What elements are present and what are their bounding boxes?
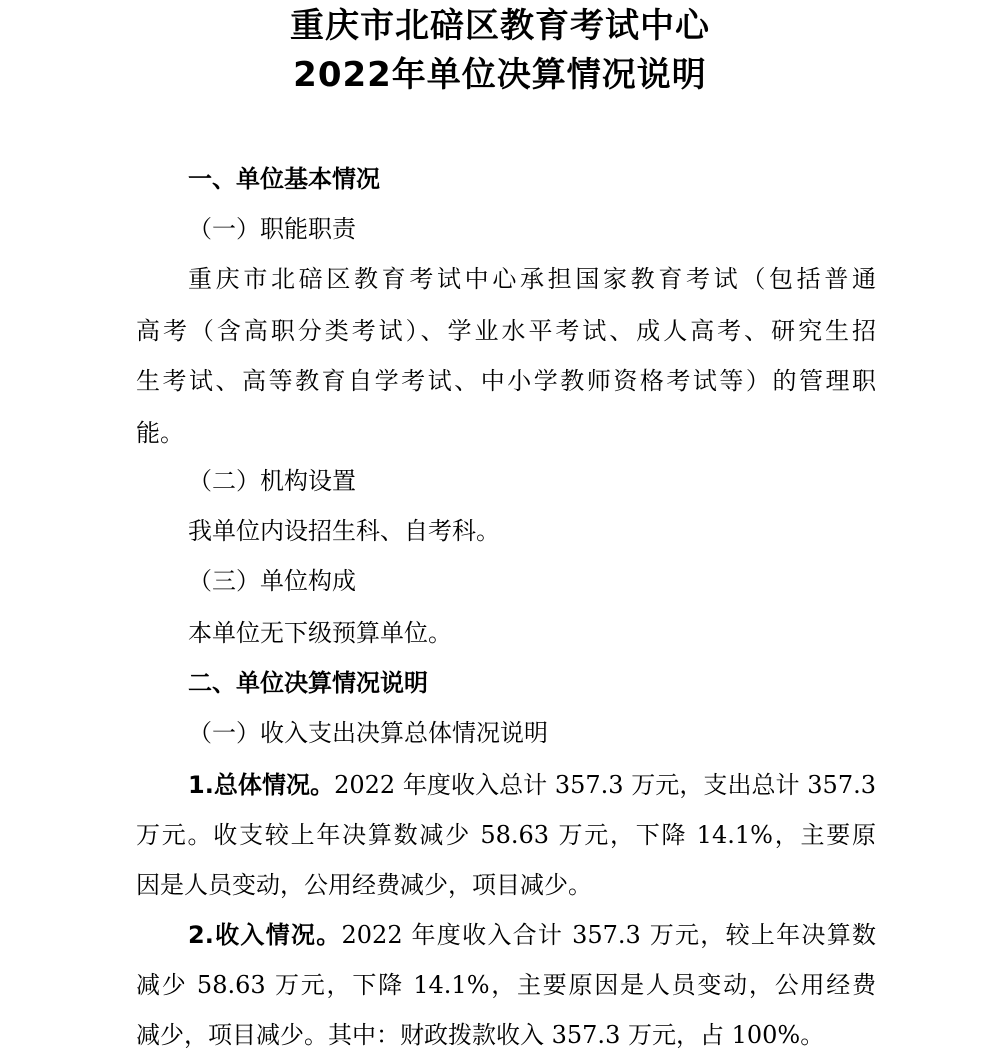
section2-heading: 二、单位决算情况说明 [188, 669, 428, 697]
section1-sub3-heading: （三）单位构成 [188, 567, 356, 595]
item2-line1 [188, 920, 876, 950]
item1-lead: 1.总体情况。 [188, 771, 335, 799]
section1-sub1-line2: 高考（含高职分类考试）、学业水平考试、成人高考、研究生招 [136, 317, 876, 345]
item2-lead: 2.收入情况。 [188, 921, 342, 949]
section1-sub1-line4: 能。 [136, 419, 184, 447]
section1-sub1-line1: 重庆市北碚区教育考试中心承担国家教育考试（包括普通 [188, 265, 876, 293]
item2-line3: 减少，项目减少。其中：财政拨款收入 357.3 万元，占 100%。 [136, 1021, 825, 1049]
item2-line2: 减少 58.63 万元，下降 14.1%，主要原因是人员变动，公用经费 [136, 971, 876, 999]
section1-sub2-heading: （二）机构设置 [188, 467, 356, 495]
section1-heading: 一、单位基本情况 [188, 165, 380, 193]
section1-sub1-heading: （一）职能职责 [188, 215, 356, 243]
document-title-line1: 重庆市北碚区教育考试中心 [290, 6, 710, 46]
section1-sub1-line3: 生考试、高等教育自学考试、中小学教师资格考试等）的管理职 [136, 367, 876, 395]
item1-line3: 因是人员变动，公用经费减少，项目减少。 [136, 871, 592, 899]
section1-sub2-text: 我单位内设招生科、自考科。 [188, 517, 500, 545]
item2-line1-rest: 2022 年度收入合计 357.3 万元，较上年决算数 [341, 921, 876, 949]
section1-sub3-text: 本单位无下级预算单位。 [188, 619, 452, 647]
section2-sub1-heading: （一）收入支出决算总体情况说明 [188, 719, 548, 747]
document-title-line2: 2022年单位决算情况说明 [293, 55, 707, 95]
item1-line2: 万元。收支较上年决算数减少 58.63 万元，下降 14.1%，主要原 [136, 821, 876, 849]
item1-line1-rest: 2022 年度收入总计 357.3 万元，支出总计 357.3 [334, 771, 876, 799]
item1-line1 [188, 770, 876, 800]
